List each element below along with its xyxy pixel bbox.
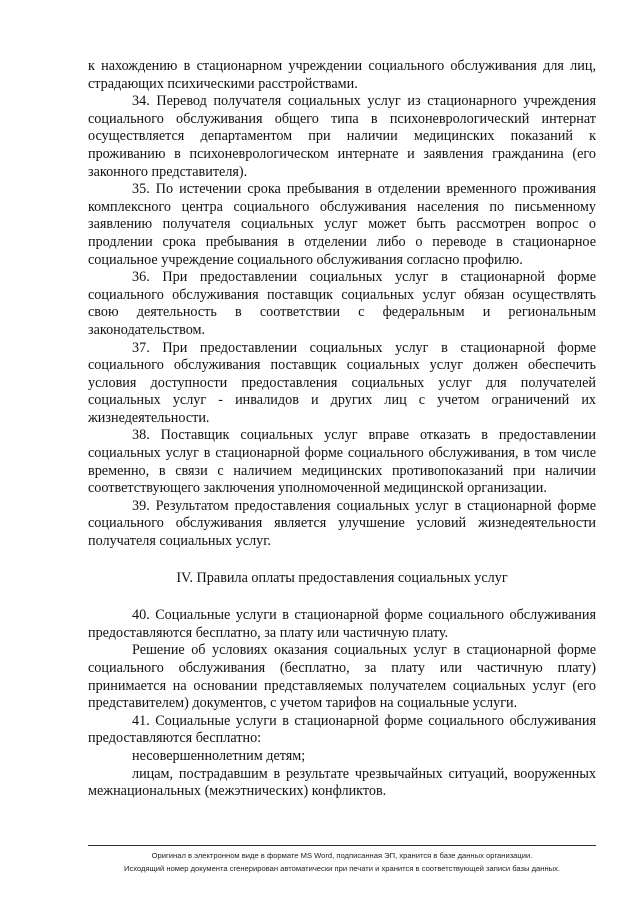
paragraph: лицам, пострадавшим в результате чрезвычайных ситуаций, вооруженных межнациональных (межэтнических) конфликтов. [88,765,596,800]
paragraphs-bottom [88,607,596,801]
document-page [88,58,596,801]
paragraph: 34. Перевод получателя социальных услуг из стационарного учреждения социального обслуживания общего типа в психоневрологический интернат осуществляется департаментом при наличии медицинских показаний к проживанию в психоневрологическом интернате и заявления гражданина (его законного представителя). [88,93,596,180]
paragraph: 40. Социальные услуги в стационарной форме социального обслуживания предоставляются бесплатно, за плату или частичную плату. [88,607,596,641]
document-footer [88,845,596,875]
paragraph: 36. При предоставлении социальных услуг в стационарной форме социального обслуживания поставщик социальных услуг обязан осуществлять свою деятельность в соответствии с федеральным и региональным законодательством. [88,269,596,338]
paragraph: 37. При предоставлении социальных услуг в стационарной форме социального обслуживания поставщик социальных услуг должен обеспечить условия доступности предоставления социальных услуг для получателей социальных услуг - инвалидов и других лиц с учетом ограничений их жизнедеятельности. [88,339,596,426]
paragraphs-top [88,58,596,551]
paragraph: 41. Социальные услуги в стационарной форме социального обслуживания предоставляются бесплатно: [88,712,596,747]
footer-line-1: Оригинал в электронном виде в формате MS Word, подписанная ЭП, хранится в базе данных организации. [151,851,533,860]
paragraph: Решение об условиях оказания социальных услуг в стационарной форме социального обслуживания (бесплатно, за плату или частичную плату) принимается на основании представляемых получателем социальных услуг (его представителем) документов, с учетом тарифов на социальные услуги. [88,642,596,712]
section-heading: IV. Правила оплаты предоставления социальных услуг [176,569,508,586]
paragraph: 38. Поставщик социальных услуг вправе отказать в предоставлении социальных услуг в стационарной форме социального обслуживания, в том числе временно, в связи с наличием медицинских противопоказаний при наличии соответствующего заключения уполномоченной медицинской организации. [88,427,596,497]
paragraph: к нахождению в стационарном учреждении социального обслуживания для лиц, страдающих психическими расстройствами. [88,58,596,92]
paragraph: 35. По истечении срока пребывания в отделении временного проживания комплексного центра социального обслуживания населения по письменному заявлению получателя социальных услуг может быть рассмотрен вопрос о продлении срока пребывания в отделении либо о переводе в стационарное социальное учреждение социального обслуживания согласно профилю. [88,181,596,268]
paragraph: несовершеннолетним детям; [132,747,306,764]
footer-line-2: Исходящий номер документа сгенерирован автоматически при печати и хранится в соответствующей записи базы данных. [123,864,560,873]
paragraph: 39. Результатом предоставления социальных услуг в стационарной форме социального обслуживания является улучшение условий жизнедеятельности получателя социальных услуг. [88,497,596,550]
